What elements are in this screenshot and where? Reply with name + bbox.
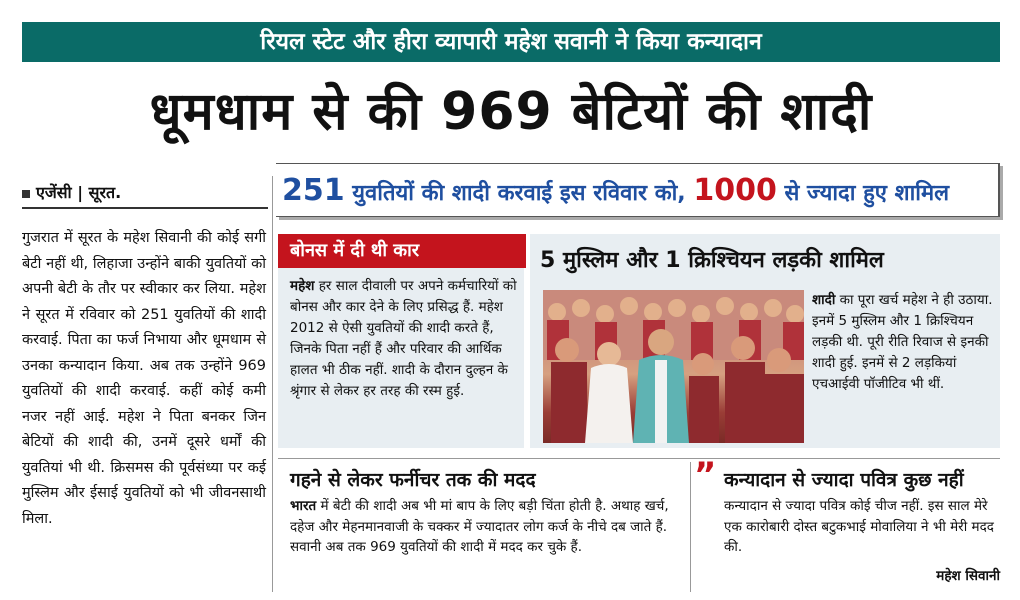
christian-title: 5 मुस्लिम और 1 क्रिश्चियन लड़की शामिल [540,248,884,273]
subhead [282,166,994,216]
byline-text: एजेंसी | सूरत. [36,183,122,202]
byline-rule [22,207,268,209]
christian-body: का पूरा खर्च महेश ने ही उठाया. इनमें 5 मुस्लिम और 1 क्रिश्चियन लड़की थी. पूरी रीति रिवाज से इनकी शादी हुई. इनमें से 2 लड़कियां एचआईवी पॉजीटिव भी थीं. [812,292,993,392]
subhead-number-2: 1000 [693,173,777,208]
horizontal-divider [278,458,1000,459]
headline: धूमधाम से की 969 बेटियों की शादी [149,82,873,142]
wedding-photo-illustration [543,290,804,443]
column-divider [272,176,273,592]
quote-mark-icon: ” [694,455,717,495]
help-title: गहने से लेकर फर्नीचर तक की मदद [290,469,536,491]
bonus-lead: महेश [290,278,315,294]
subhead-number-1: 251 [282,173,345,208]
bonus-title: बोनस में दी थी कार [278,234,526,268]
left-column-text: गुजरात में सूरत के महेश सिवानी की कोई सगी बेटी नहीं थी, लिहाजा उन्होंने बाकी युवतियों को अपनी बेटी के तौर पर स्वीकार कर लिया. महेश ने सूरत में रविवार को 251 युवतियों की शादी करवाई. पिता का फर्ज निभाया और धूमधाम से उनका कन्यादान किया. अब तक उन्होंने 969 युवतियों की शादी करवाई. कहीं कोई कमी नजर नहीं आई. महेश ने पिता बनकर जिन बेटियों की शादी की, उनमें दूसरे धर्मों की युवतियां भी थी. क्रिसमस की पूर्वसंध्या पर कई मुस्लिम और ईसाई युवतियों को भी जीवनसाथी मिला. [22,230,266,527]
subhead-part-2: से ज्यादा हुए शामिल [776,181,950,206]
byline [22,181,262,203]
kicker-banner: रियल स्टेट और हीरा व्यापारी महेश सवानी ने किया कन्यादान [22,22,1000,62]
quote-title: कन्यादान से ज्यादा पवित्र कुछ नहीं [724,469,964,491]
quote-text: कन्यादान से ज्यादा पवित्र कोई चीज नहीं. इस साल मेरे एक कारोबारी दोस्त बटुकभाई मोवालिया ने भी मेरी मदद की. [724,498,994,555]
wedding-photo [543,290,804,443]
christian-text [812,290,996,395]
quote-author: महेश सिवानी [936,568,1000,584]
help-lead: भारत [290,498,317,514]
square-bullet-icon [22,190,30,198]
bonus-body: हर साल दीवाली पर अपने कर्मचारियों को बोनस और कार देने के लिए प्रसिद्ध हैं. महेश 2012 से ऐसी युवतियों की शादी करते हैं, जिनके पिता नहीं हैं और परिवार की आर्थिक हालत भी ठीक नहीं. शादी के दौरान दुल्हन के श्रृंगार से लेकर हर तरह की रस्म हुई. [290,278,517,399]
subhead-part-1: युवतियों की शादी करवाई इस रविवार को, [344,181,694,206]
help-text [290,496,682,558]
bottom-column-divider [690,462,691,592]
help-body: में बेटी की शादी अब भी मां बाप के लिए बड़ी चिंता होती है. अथाह खर्च, दहेज और मेहनमानवाजी के चक्कर में ज्यादातर लोग कर्ज के नीचे दब जाते हैं. सवानी अब तक 969 युवतियों की शादी में मदद कर चुके हैं. [290,498,669,555]
bonus-text [290,276,520,402]
christian-lead: शादी [812,292,836,308]
